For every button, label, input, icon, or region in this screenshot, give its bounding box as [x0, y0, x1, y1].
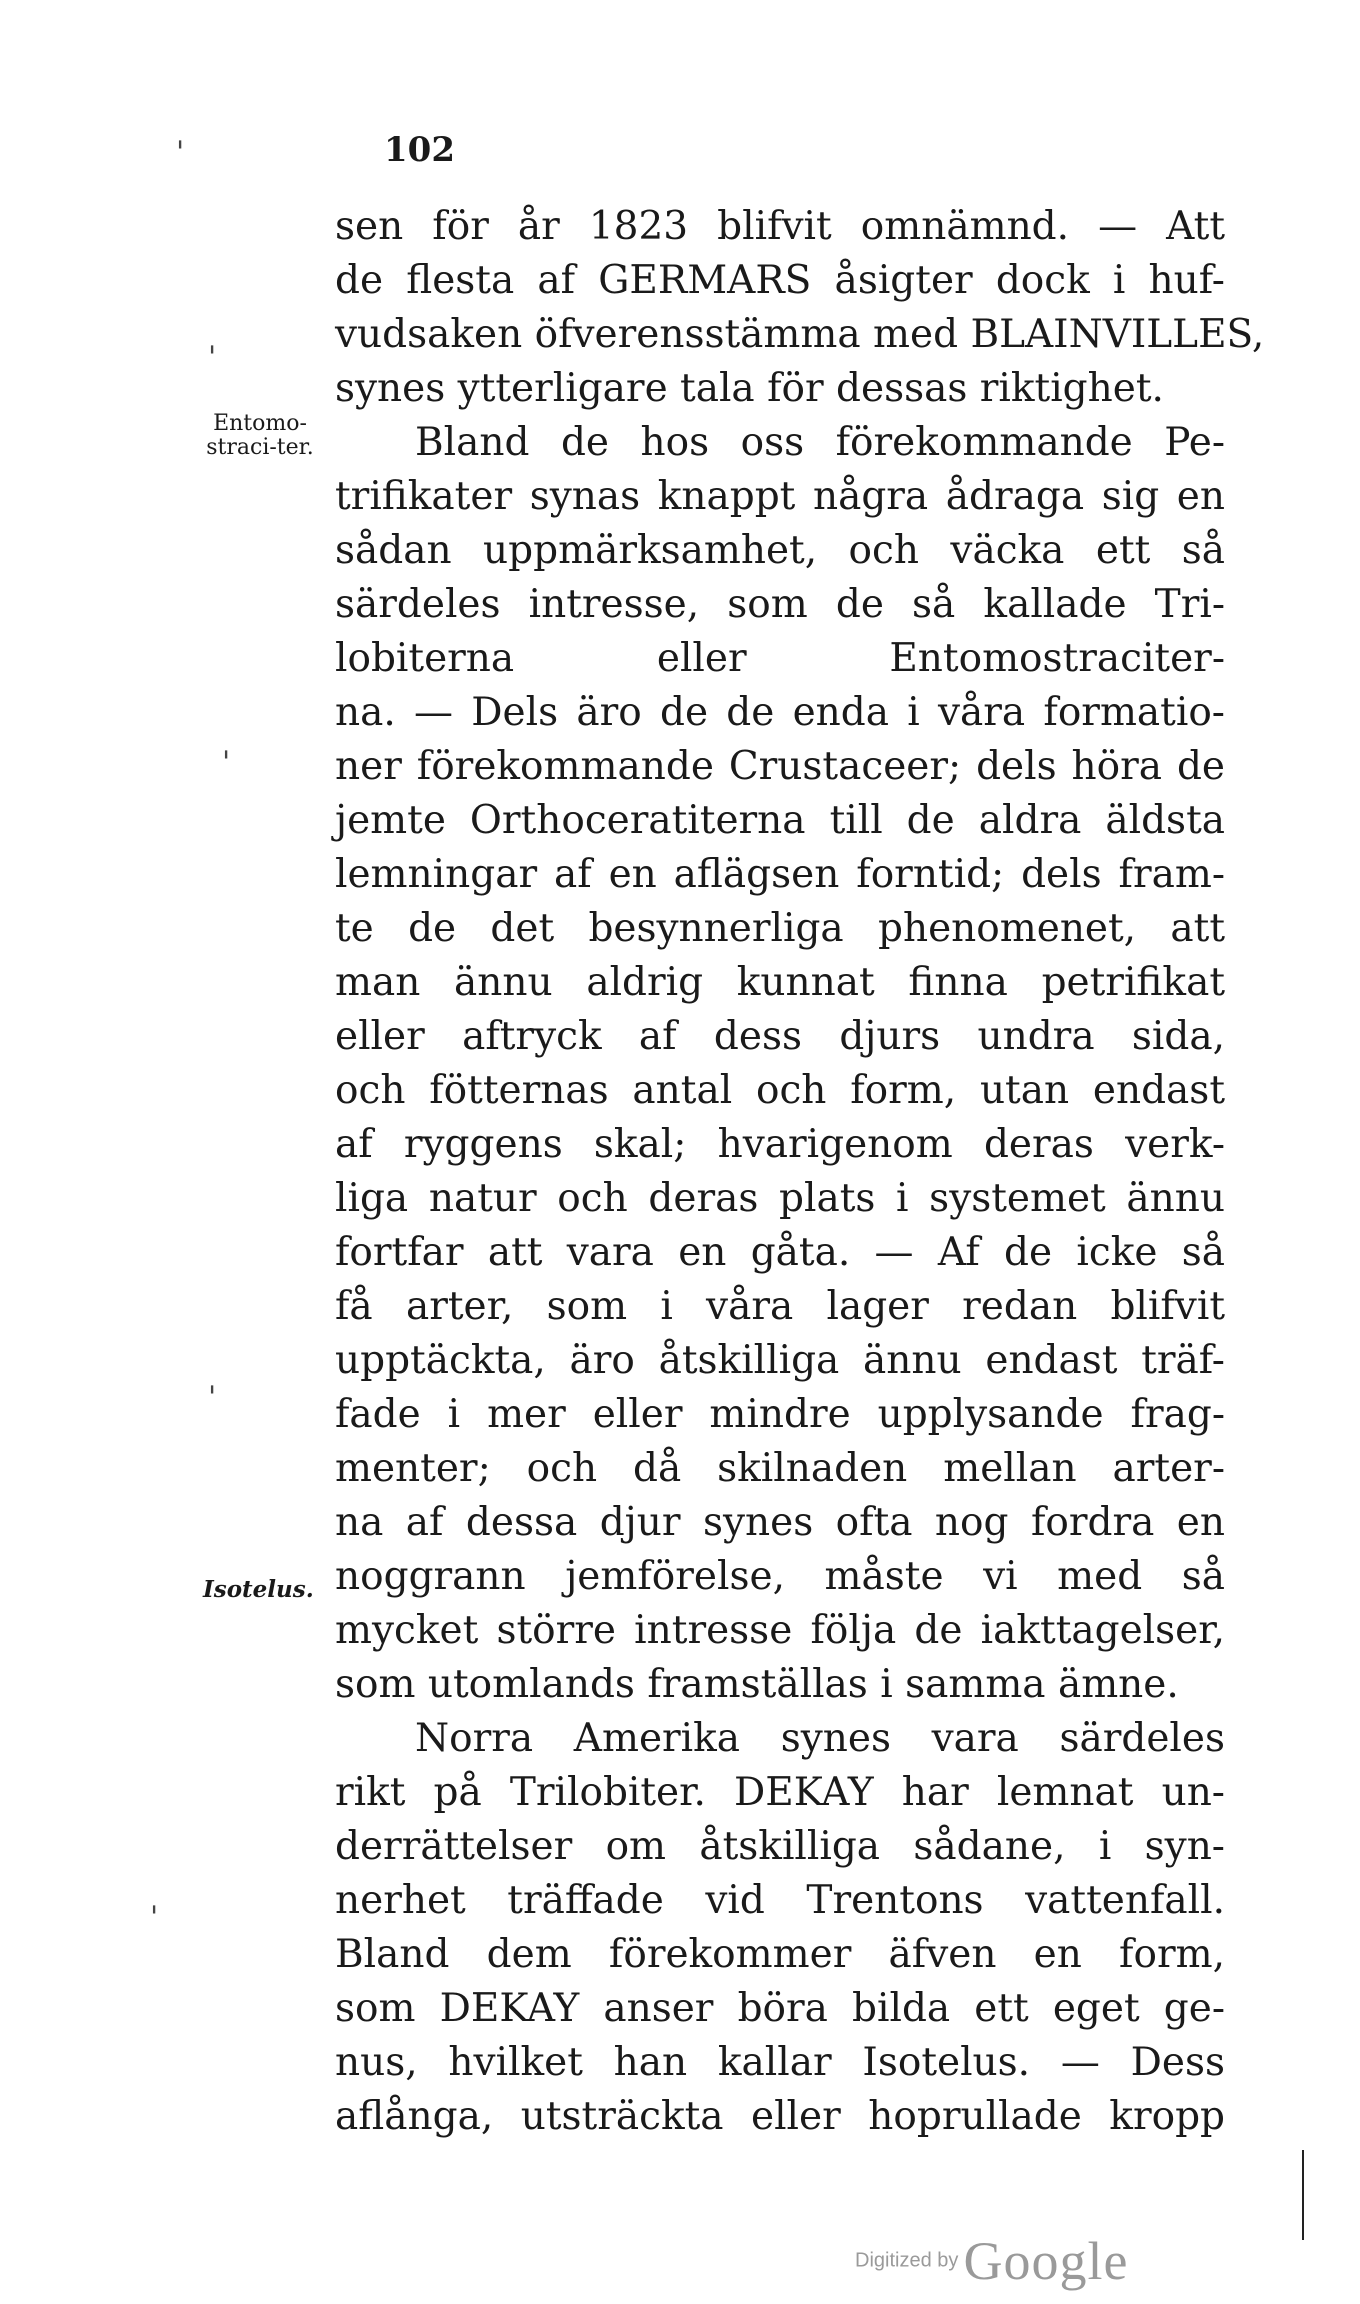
text-line: te de det besynnerliga phenomenet, att [335, 906, 1225, 951]
text-line: na af dessa djur synes ofta nog fordra en [335, 1500, 1225, 1545]
text-line: som DEKAY anser böra bilda ett eget ge- [335, 1986, 1225, 2031]
text-line: na. — Dels äro de de enda i våra formatio- [335, 690, 1225, 735]
stray-mark: ' [150, 1900, 159, 1935]
margin-rule [1302, 2150, 1304, 2240]
stray-mark: ' [176, 135, 185, 170]
text-line: Bland de hos oss förekommande Pe- [415, 420, 1225, 465]
text-line: nerhet träffade vid Trentons vattenfall. [335, 1878, 1225, 1923]
text-line: trifikater synas knappt några ådraga sig en [335, 474, 1225, 519]
text-line: derrättelser om åtskilliga sådane, i syn- [335, 1824, 1225, 1869]
text-line: jemte Orthoceratiterna till de aldra äldsta [335, 798, 1225, 843]
page-number: 102 [384, 130, 455, 170]
stray-mark: ' [208, 340, 217, 375]
text-line: liga natur och deras plats i systemet ännu [335, 1176, 1225, 1221]
text-line: man ännu aldrig kunnat finna petrifikat [335, 960, 1225, 1005]
text-line: menter; och då skilnaden mellan arter- [335, 1446, 1225, 1491]
text-line: och fötternas antal och form, utan endast [335, 1068, 1225, 1113]
text-line: upptäckta, äro åtskilliga ännu endast träf- [335, 1338, 1225, 1383]
text-line: fade i mer eller mindre upplysande frag- [335, 1392, 1225, 1437]
text-line: Bland dem förekommer äfven en form, [335, 1932, 1225, 1977]
text-line: eller aftryck af dess djurs undra sida, [335, 1014, 1225, 1059]
watermark-prefix: Digitized by [855, 2249, 959, 2272]
text-line: aflånga, utsträckta eller hoprullade kropp [335, 2094, 1225, 2139]
margin-note-entomostraciter: Entomo-straci-ter. [206, 411, 314, 460]
text-line: vudsaken öfverensstämma med BLAINVILLES, [335, 312, 1265, 357]
text-line: mycket större intresse följa de iakttagelser, [335, 1608, 1225, 1653]
text-line: nus, hvilket han kallar Isotelus. — Dess [335, 2040, 1225, 2085]
margin-note-isotelus: Isotelus. [203, 1576, 314, 1603]
text-line: få arter, som i våra lager redan blifvit [335, 1284, 1225, 1329]
text-line: synes ytterligare tala för dessas riktighet. [335, 366, 1164, 411]
text-line: Norra Amerika synes vara särdeles [415, 1716, 1225, 1761]
text-line: de flesta af GERMARS åsigter dock i huf- [335, 258, 1225, 303]
text-line: ner förekommande Crustaceer; dels höra de [335, 744, 1225, 789]
text-line: rikt på Trilobiter. DEKAY har lemnat un- [335, 1770, 1225, 1815]
text-line: fortfar att vara en gåta. — Af de icke så [335, 1230, 1225, 1275]
text-line: noggrann jemförelse, måste vi med så [335, 1554, 1225, 1599]
text-line: sen för år 1823 blifvit omnämnd. — Att [335, 204, 1225, 249]
text-line: särdeles intresse, som de så kallade Tri- [335, 582, 1225, 627]
text-line: af ryggens skal; hvarigenom deras verk- [335, 1122, 1225, 1167]
digitized-watermark [855, 2230, 1128, 2292]
google-logo: Google [963, 2231, 1129, 2291]
stray-mark: ' [222, 745, 231, 780]
text-line: sådan uppmärksamhet, och väcka ett så [335, 528, 1225, 573]
text-line: lemningar af en aflägsen forntid; dels fram- [335, 852, 1225, 897]
text-line: lobiterna eller Entomostraciter- [335, 636, 1225, 681]
stray-mark: ' [208, 1380, 217, 1415]
body-text [335, 200, 1265, 2144]
text-line: som utomlands framställas i samma ämne. [335, 1662, 1179, 1707]
